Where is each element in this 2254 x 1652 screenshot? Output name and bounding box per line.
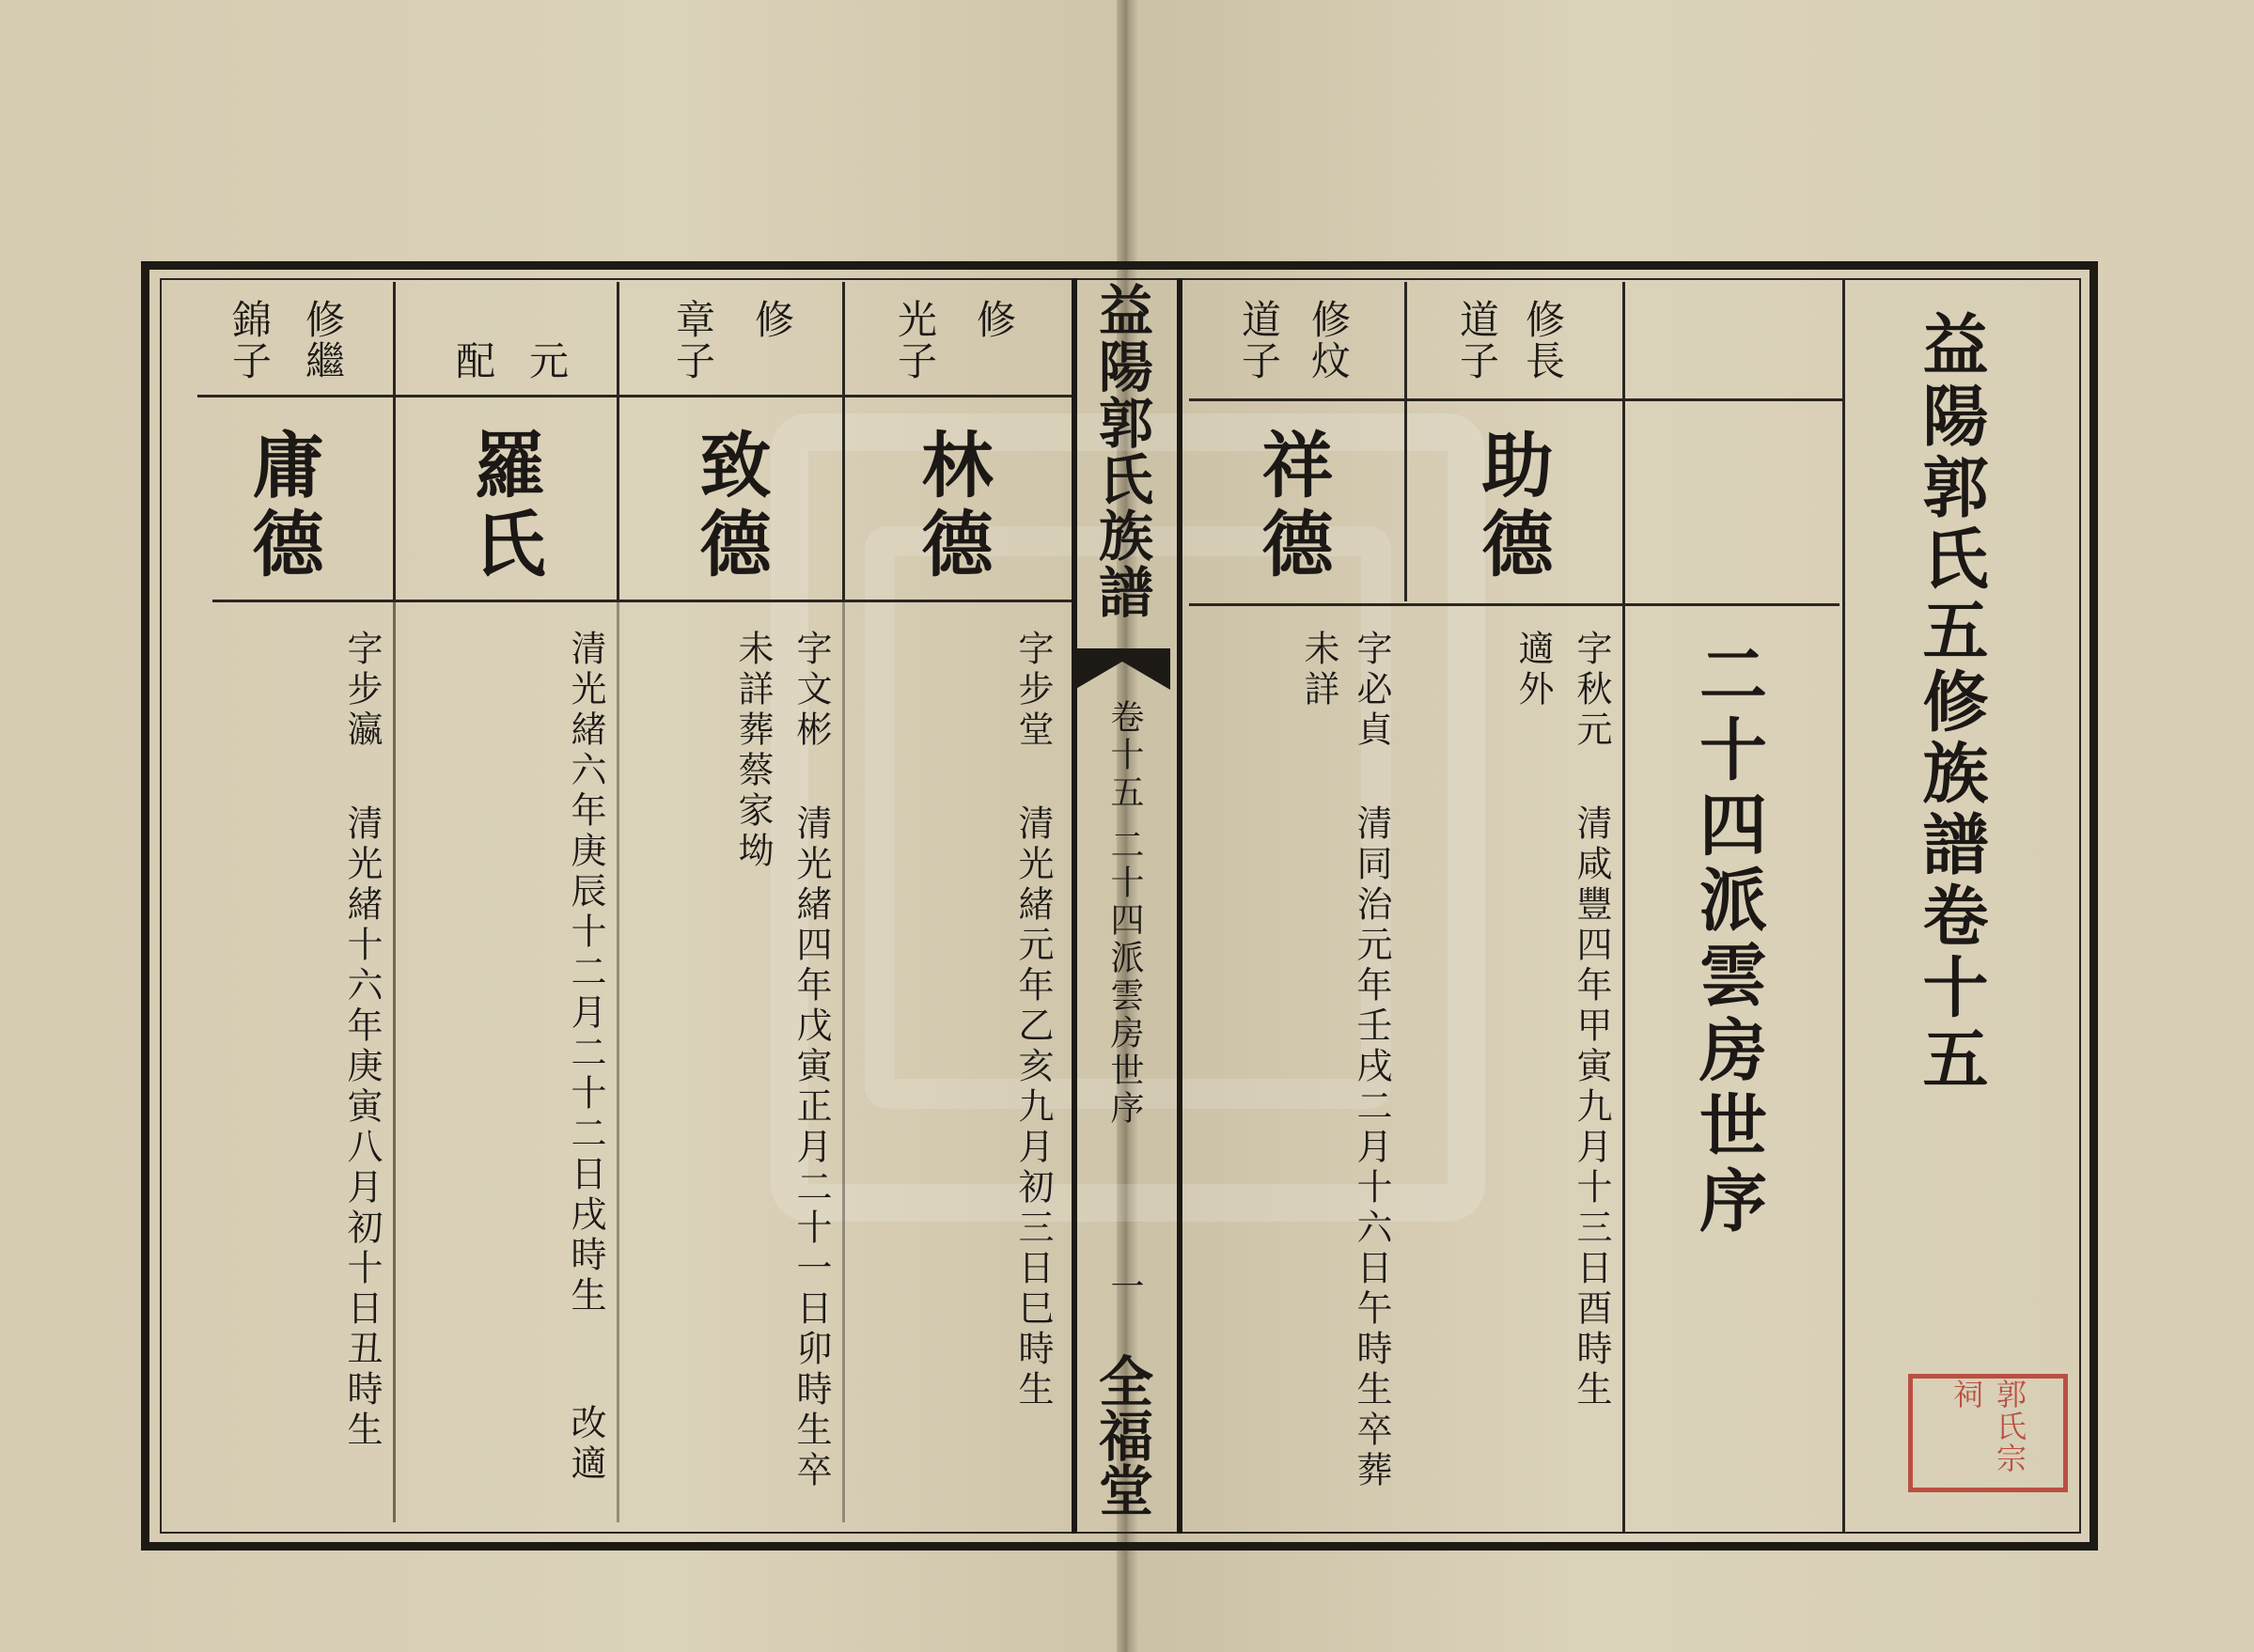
entry-luoshi-father-label: 元 [524,340,570,385]
entry-xiangde-detail-2: 清同治元年壬戌二月十六日午時生卒葬 [1351,804,1392,1491]
entry-zhide-father-label: 修 [749,299,795,344]
col-divider-3 [842,282,845,601]
center-volume: 卷十五 [1105,699,1144,812]
entry-zhide-detail-2: 清光緒四年戊寅正月二十一日卯時生卒 [790,804,832,1491]
center-hall-name: 全福堂 [1089,1353,1153,1517]
entry-xiangde-detail-1: 字必貞 [1351,630,1392,751]
entry-linde-relation-label: 光 [892,299,938,344]
entry-zhude-detail-2: 清咸豐四年甲寅九月十三日酉時生 [1571,804,1612,1410]
book-title-right: 益陽郭氏五修族譜卷十五 [1912,310,1990,1096]
entry-linde-detail-2: 清光緒元年乙亥九月初三日巳時生 [1012,804,1054,1410]
entry-xiangde-relation-label: 道 [1236,299,1282,344]
entry-zhide-detail-1: 字文彬 [790,630,832,751]
col-divider-1 [393,282,396,601]
entry-linde-father-label: 修 [971,299,1017,344]
rule-header-left [197,395,1072,397]
entry-yongde-detail-2: 清光緒十六年庚寅八月初十日丑時生 [341,804,383,1451]
section-title: 二十四派雲房世序 [1688,639,1768,1240]
entry-yongde-father-name: 繼 [300,340,346,385]
entry-xiangde-detail-3: 未詳 [1298,630,1339,710]
col-divider-6 [842,601,845,1522]
rule-name-right [1189,603,1839,606]
entry-zhude-relation-name: 子 [1454,340,1500,385]
col-divider-5 [617,601,619,1522]
entry-yongde-father-label: 修 [300,299,346,344]
entry-linde-relation-name: 子 [892,340,938,385]
center-section: 二十四派雲房世序 [1105,827,1144,1128]
entry-zhude-detail-1: 字秋元 [1571,630,1612,751]
center-col-left-border [1072,278,1077,1534]
center-col-right-border [1177,278,1182,1534]
center-book-title: 益陽郭氏族譜 [1089,282,1153,620]
entry-yongde-relation-label: 錦 [227,299,273,344]
entry-yongde-name: 庸德 [241,428,324,585]
entry-zhide-detail-3: 未詳葬蔡家坳 [732,630,774,872]
entry-zhide-relation-name: 子 [670,340,716,385]
entry-xiangde-father-name: 炆 [1306,340,1352,385]
entry-luoshi-detail-2: 改適 [565,1404,606,1485]
red-seal: 郭氏宗祠 [1908,1374,2068,1492]
entry-zhude-father-name: 長 [1520,340,1566,385]
entry-luoshi-relation-label: 配 [450,340,496,385]
entry-xiangde-father-label: 修 [1306,299,1352,344]
entry-linde-name: 林德 [910,428,994,585]
entry-xiangde-relation-name: 子 [1236,340,1282,385]
rule-name-left [212,600,1072,602]
entry-yongde-detail-1: 字步瀛 [341,630,383,751]
entry-zhide-name: 致德 [688,428,772,585]
entry-yongde-relation-name: 子 [227,340,273,385]
col-divider-8 [1622,282,1625,1532]
entry-linde-detail-1: 字步堂 [1012,630,1054,751]
col-divider-4 [393,601,396,1522]
entry-zhide-relation-label: 章 [670,299,716,344]
col-divider-2 [617,282,619,601]
entry-zhude-father-label: 修 [1520,299,1566,344]
center-page-number: 一 [1105,1269,1144,1306]
entry-zhude-name: 助德 [1470,428,1554,585]
entry-zhude-relation-label: 道 [1454,299,1500,344]
entry-xiangde-name: 祥德 [1250,428,1334,585]
col-divider-7 [1404,282,1407,601]
col-divider-9 [1842,278,1845,1534]
entry-luoshi-name: 羅氏 [462,428,546,585]
rule-title-top [1626,398,1842,401]
fishtail-mark [1074,648,1170,690]
entry-luoshi-detail-1: 清光緒六年庚辰十二月二十二日戌時生 [565,630,606,1317]
entry-zhude-detail-3: 適外 [1512,630,1554,710]
